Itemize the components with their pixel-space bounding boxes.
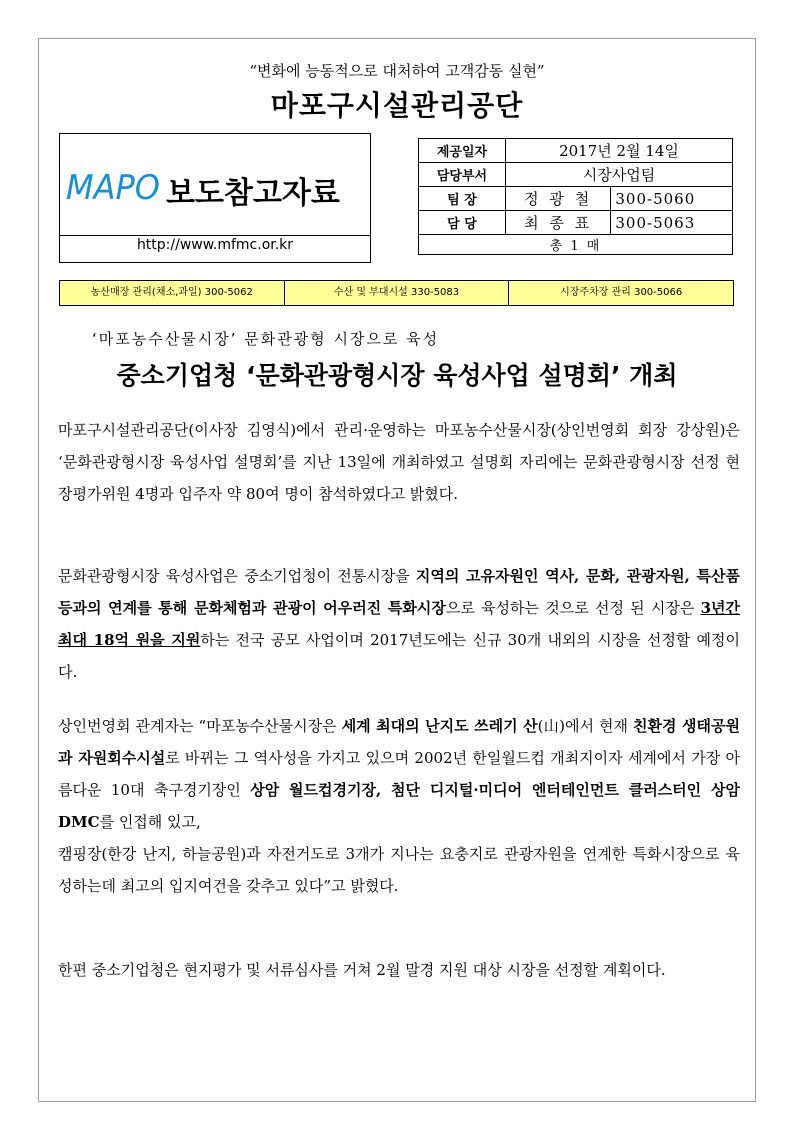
page-total: 총 1 매 [419, 235, 733, 255]
dept-row [419, 163, 733, 187]
website-url[interactable]: http://www.mfmc.or.kr [136, 237, 294, 253]
contact-produce: 농산매장 관리(채소,과일) 300-5062 [60, 281, 285, 305]
contact-seafood: 수산 및 부대시설 330-5083 [285, 281, 510, 305]
total-row [419, 235, 733, 255]
staff-name: 최 종 표 [506, 211, 611, 235]
info-table [418, 138, 733, 255]
paragraph-4: 한편 중소기업청은 현지평가 및 서류심사를 거쳐 2월 말경 지원 대상 시장을 선정할 계획이다. [58, 961, 666, 979]
p3-bold-3: 상암 월드컵경기장, 첨단 디지털·미디어 엔터테인먼트 클러스터인 상암 DMC [58, 781, 740, 831]
p3-bold-2: 친환경 생태공원과 자원회수시설 [58, 717, 740, 767]
p2-text-2: 으로 육성하는 것으로 선정 된 시장은 [445, 599, 701, 617]
date-label: 제공일자 [419, 139, 506, 163]
staff-phone: 300-5063 [611, 211, 733, 235]
manager-name: 정 광 철 [506, 187, 611, 211]
p3-bold-1: 세계 최대의 난지도 쓰레기 산 [341, 717, 538, 735]
p3-text-1: 상인번영회 관계자는 “마포농수산물시장은 [58, 717, 342, 735]
manager-phone: 300-5060 [611, 187, 733, 211]
p3-text-2: (山)에서 현재 [537, 717, 634, 735]
date-value: 2017년 2월 14일 [506, 139, 733, 163]
p2-bold-1: 지역의 고유자원인 역사, 문화, 관광자원, 특산품 등과의 연계를 통해 문화체험과 관광이 어우러진 특화시장 [58, 567, 740, 617]
logo-box [59, 133, 371, 263]
p3-text-4: 를 인접해 있고, [99, 813, 201, 831]
p2-underline-1: 3년간 최대 18억 원을 지원 [58, 599, 740, 649]
staff-label: 담 당 [419, 211, 506, 235]
date-row [419, 139, 733, 163]
org-title: 마포구시설관리공단 [270, 89, 524, 122]
paragraph-3 [58, 710, 740, 902]
p2-text-1: 문화관광형시장 육성사업은 중소기업청이 전통시장을 [58, 567, 416, 585]
subtitle: ‘마포농수산물시장’ 문화관광형 시장으로 육성 [92, 330, 440, 348]
staff-row [419, 211, 733, 235]
logo-mark-text: MAPO [66, 168, 160, 204]
dept-label: 담당부서 [419, 163, 506, 187]
p2-text-3: 하는 전국 공모 사업이며 2017년도에는 신규 30개 내외의 시장을 선정할 예정이다. [58, 631, 740, 681]
p3-text-5: 캠핑장(한강 난지, 하늘공원)과 자전거도로 3개가 지나는 요충지로 관광자원을 연계한 특화시장으로 육성하는데 최고의 입지여건을 갖추고 있다”고 밝혔다. [58, 845, 740, 895]
paragraph-2 [58, 560, 740, 688]
mapo-logo-icon [66, 168, 162, 204]
contact-parking: 시장주차장 관리 300-5066 [560, 287, 683, 298]
contact-bar [59, 280, 734, 306]
paragraph-1: 마포구시설관리공단(이사장 김영식)에서 관리·운영하는 마포농수산물시장(상인번영회 회장 강상원)은 ‘문화관광형시장 육성사업 설명회’를 지난 13일에 개최하였고 설명회 자리에는 문화관광형시장 선정 현장평가위원 4명과 입주자 약 80여 명이 참석하였다고 밝혔다. [58, 421, 740, 503]
manager-label: 팀 장 [419, 187, 506, 211]
logo-top [60, 134, 370, 236]
press-title: 보도참고자료 [166, 176, 340, 211]
headline: 중소기업청 ‘문화관광형시장 육성사업 설명회’ 개최 [116, 361, 678, 390]
p3-text-3: 로 바뀌는 그 역사성을 가지고 있으며 2002년 한일월드컵 개최지이자 세계에서 가장 아름다운 10대 축구경기장인 [58, 749, 741, 799]
slogan: “변화에 능동적으로 대처하여 고객감동 실현” [249, 62, 545, 80]
dept-value: 시장사업팀 [506, 163, 733, 187]
manager-row [419, 187, 733, 211]
